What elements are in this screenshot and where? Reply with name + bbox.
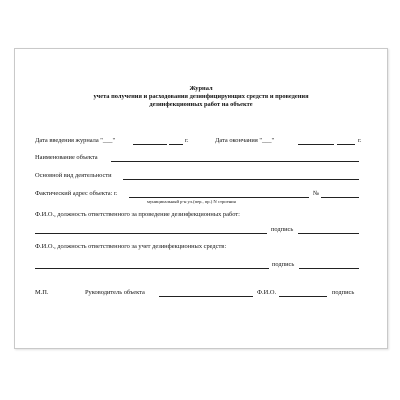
start-date-year-field[interactable] — [169, 144, 183, 145]
address-hint: муниципальный р-н ул.(пер., пр.) N строения — [147, 199, 236, 204]
object-name-label: Наименование объекта — [35, 154, 98, 161]
disinfection-responsible-label: Ф.И.О., должность ответственного за проведение дезинфекционных работ: — [35, 211, 240, 218]
journal-form-sheet — [14, 48, 388, 349]
main-activity-label: Основной вид деятельности — [35, 172, 112, 179]
start-date-year-suffix: г. — [185, 137, 189, 144]
fio-label: Ф.И.О. — [257, 289, 277, 296]
signature-label-2: подпись — [272, 261, 295, 268]
start-date-label: Дата введения журнала "___" — [35, 137, 116, 144]
accounting-responsible-field[interactable] — [35, 268, 269, 269]
signature-field-2[interactable] — [299, 268, 359, 269]
signature-field-1[interactable] — [298, 233, 359, 234]
form-subtitle-line-2: дезинфекционных работ на объекте — [149, 101, 253, 108]
address-field[interactable] — [129, 197, 309, 198]
object-name-field[interactable] — [111, 161, 359, 162]
signature-label-1: подпись — [271, 226, 294, 233]
form-title: Журнал — [189, 85, 213, 92]
end-date-year-field[interactable] — [337, 144, 355, 145]
form-subtitle-line-1: учета получения и расходования дезинфицирующих средств и проведения — [93, 93, 309, 100]
start-date-month-field[interactable] — [133, 144, 167, 145]
footer-signature-label: подпись — [332, 289, 355, 296]
head-of-object-label: Руководитель объекта — [85, 289, 145, 296]
end-date-year-suffix: г. — [358, 137, 362, 144]
address-number-label: № — [313, 190, 320, 197]
address-number-field[interactable] — [321, 197, 359, 198]
accounting-responsible-label: Ф.И.О., должность ответственного за учет дезинфекционных средств: — [35, 243, 227, 250]
address-label: Фактический адрес объекта: г. — [35, 190, 118, 197]
stamp-label: М.П. — [35, 289, 49, 296]
main-activity-field[interactable] — [123, 179, 359, 180]
end-date-label: Дата окончания "___" — [215, 137, 275, 144]
head-of-object-field[interactable] — [159, 296, 253, 297]
disinfection-responsible-field[interactable] — [35, 233, 267, 234]
fio-field[interactable] — [279, 296, 327, 297]
end-date-month-field[interactable] — [298, 144, 334, 145]
